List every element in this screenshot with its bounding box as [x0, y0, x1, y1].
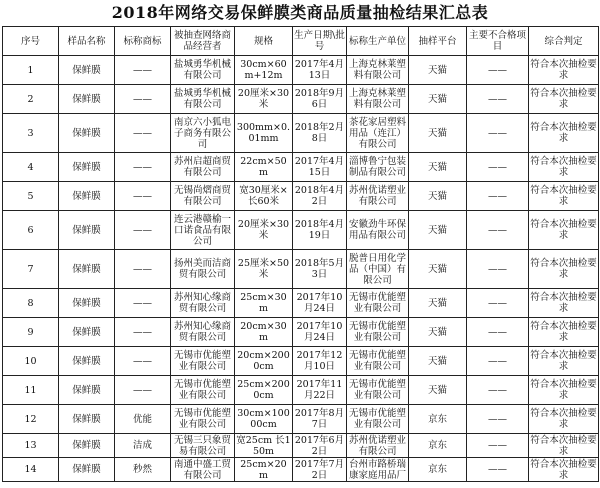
table-row	[3, 434, 599, 458]
cell-production-date: 2017年12月10日	[293, 347, 347, 376]
cell-index: 7	[3, 250, 59, 289]
cell-vendor: 无锡市优能塑业有限公司	[171, 376, 235, 405]
cell-manufacturer: 台州市路桥瑞康家庭用品厂	[347, 458, 409, 482]
table-row	[3, 114, 599, 153]
cell-index: 13	[3, 434, 59, 458]
table-row	[3, 85, 599, 114]
cell-sample-name: 保鲜膜	[59, 318, 115, 347]
cell-vendor: 苏州启超商贸有限公司	[171, 153, 235, 182]
cell-sample-name: 保鲜膜	[59, 289, 115, 318]
cell-index: 8	[3, 289, 59, 318]
cell-platform: 天猫	[409, 85, 467, 114]
header-cell-platform: 抽样平台	[409, 27, 467, 56]
table-row	[3, 376, 599, 405]
cell-spec: 20厘米×30米	[235, 85, 293, 114]
cell-sample-name: 保鲜膜	[59, 182, 115, 211]
cell-vendor: 无锡市优能塑业有限公司	[171, 347, 235, 376]
cell-sample-name: 保鲜膜	[59, 153, 115, 182]
cell-trademark: 优能	[115, 405, 171, 434]
cell-vendor: 苏州知心缘商贸有限公司	[171, 318, 235, 347]
cell-manufacturer: 脱普日用化学品（中国）有限公司	[347, 250, 409, 289]
cell-trademark: ——	[115, 85, 171, 114]
cell-index: 10	[3, 347, 59, 376]
cell-verdict: 符合本次抽检要求	[530, 458, 597, 481]
cell-vendor: 无锡尚熠商贸有限公司	[171, 182, 235, 211]
cell-index: 2	[3, 85, 59, 114]
cell-platform: 天猫	[409, 211, 467, 250]
results-table	[2, 26, 599, 482]
cell-trademark: ——	[115, 114, 171, 153]
cell-trademark: ——	[115, 182, 171, 211]
cell-failed-items: ——	[467, 318, 529, 347]
cell-production-date: 2017年10月24日	[293, 289, 347, 318]
cell-failed-items: ——	[467, 114, 529, 153]
cell-sample-name: 保鲜膜	[59, 434, 115, 458]
cell-spec: 宽25cm 长150m	[236, 434, 291, 457]
cell-trademark: ——	[115, 56, 171, 85]
table-header-row	[3, 27, 599, 56]
table-row	[3, 153, 599, 182]
cell-spec: 300mm×0.01mm	[235, 114, 293, 153]
cell-platform: 京东	[409, 405, 467, 434]
cell-failed-items: ——	[467, 182, 529, 211]
cell-production-date: 2017年10月24日	[293, 318, 347, 347]
cell-trademark: ——	[115, 153, 171, 182]
cell-sample-name: 保鲜膜	[59, 85, 115, 114]
cell-verdict: 符合本次抽检要求	[529, 376, 599, 405]
cell-failed-items: ——	[467, 211, 529, 250]
cell-trademark: 洁成	[115, 434, 171, 458]
cell-failed-items: ——	[467, 289, 529, 318]
cell-verdict: 符合本次抽检要求	[529, 114, 599, 153]
cell-failed-items: ——	[467, 405, 529, 434]
cell-index: 3	[3, 114, 59, 153]
cell-trademark: ——	[115, 250, 171, 289]
header-cell-spec: 规格	[235, 27, 293, 56]
table-row	[3, 289, 599, 318]
cell-production-date: 2017年7月2日	[293, 458, 347, 482]
cell-manufacturer: 茶花家居塑料用品（连江）有限公司	[347, 114, 409, 153]
cell-sample-name: 保鲜膜	[59, 250, 115, 289]
cell-production-date: 2017年8月7日	[293, 405, 347, 434]
cell-failed-items: ——	[467, 458, 529, 482]
cell-sample-name: 保鲜膜	[59, 405, 115, 434]
cell-manufacturer: 安徽劲牛环保用品有限公司	[347, 211, 409, 250]
cell-manufacturer: 无锡市优能塑业有限公司	[347, 405, 409, 434]
cell-manufacturer: 苏州优诺塑业有限公司	[347, 434, 409, 458]
cell-production-date: 2018年5月3日	[293, 250, 347, 289]
cell-verdict: 符合本次抽检要求	[529, 56, 599, 85]
cell-trademark: ——	[115, 347, 171, 376]
cell-index: 14	[3, 458, 59, 482]
cell-manufacturer: 无锡市优能塑业有限公司	[347, 347, 409, 376]
cell-index: 9	[3, 318, 59, 347]
cell-verdict: 符合本次抽检要求	[529, 318, 599, 347]
table-row	[3, 56, 599, 85]
cell-verdict: 符合本次抽检要求	[529, 85, 599, 114]
cell-sample-name: 保鲜膜	[59, 114, 115, 153]
header-cell-index: 序号	[3, 27, 59, 56]
cell-index: 4	[3, 153, 59, 182]
cell-manufacturer: 上海克林莱塑料有限公司	[347, 85, 409, 114]
cell-platform: 天猫	[409, 182, 467, 211]
cell-failed-items: ——	[467, 153, 529, 182]
table-row	[3, 211, 599, 250]
cell-spec: 宽30厘米×长60米	[235, 182, 293, 211]
cell-verdict: 符合本次抽检要求	[529, 250, 599, 289]
cell-production-date: 2017年11月22日	[293, 376, 347, 405]
cell-spec: 20cm×2000cm	[235, 347, 293, 376]
cell-verdict: 符合本次抽检要求	[529, 347, 599, 376]
cell-platform: 天猫	[409, 114, 467, 153]
cell-production-date: 2018年4月19日	[293, 211, 347, 250]
cell-vendor: 扬州美而洁商贸有限公司	[171, 250, 235, 289]
cell-spec: 20cm×30m	[235, 318, 293, 347]
cell-verdict: 符合本次抽检要求	[529, 182, 599, 211]
cell-manufacturer: 苏州优诺塑业有限公司	[347, 182, 409, 211]
cell-sample-name: 保鲜膜	[59, 458, 115, 482]
cell-trademark: 秒然	[115, 458, 171, 482]
cell-vendor: 连云港赣榆一口诺食品有限公司	[171, 211, 235, 250]
cell-spec: 30cm×60m+12m	[235, 56, 293, 85]
cell-manufacturer: 上海克林莱塑料有限公司	[347, 56, 409, 85]
cell-vendor: 南京六小狐电子商务有限公司	[171, 114, 235, 153]
cell-spec: 20厘米×30米	[235, 211, 293, 250]
cell-platform: 京东	[409, 434, 467, 458]
cell-verdict: 符合本次抽检要求	[529, 211, 599, 250]
cell-failed-items: ——	[467, 376, 529, 405]
cell-spec: 25厘米×50米	[235, 250, 293, 289]
document-title: 2018年网络交易保鲜膜类商品质量抽检结果汇总表	[111, 3, 489, 22]
header-cell-production-date: 生产日期\批号	[293, 27, 347, 56]
cell-platform: 天猫	[409, 376, 467, 405]
table-row	[3, 405, 599, 434]
cell-sample-name: 保鲜膜	[59, 56, 115, 85]
cell-trademark: ——	[115, 211, 171, 250]
cell-manufacturer: 无锡市优能塑业有限公司	[347, 376, 409, 405]
cell-verdict: 符合本次抽检要求	[529, 405, 599, 434]
header-cell-failed-items: 主要不合格项目	[467, 27, 529, 56]
cell-index: 11	[3, 376, 59, 405]
table-row	[3, 182, 599, 211]
cell-vendor: 无锡市优能塑业有限公司	[171, 405, 235, 434]
cell-platform: 京东	[409, 458, 467, 482]
table-body	[3, 56, 599, 482]
header-cell-sample-name: 样品名称	[59, 27, 115, 56]
cell-vendor: 盐城勇华机械有限公司	[171, 56, 235, 85]
cell-platform: 天猫	[409, 56, 467, 85]
cell-production-date: 2017年6月2日	[293, 434, 347, 458]
cell-failed-items: ——	[467, 434, 529, 458]
table-row	[3, 458, 599, 482]
cell-manufacturer: 无锡市优能塑业有限公司	[347, 318, 409, 347]
cell-trademark: ——	[115, 318, 171, 347]
table-row	[3, 318, 599, 347]
header-cell-manufacturer: 标称生产单位	[347, 27, 409, 56]
cell-verdict: 符合本次抽检要求	[529, 153, 599, 182]
table-row	[3, 347, 599, 376]
cell-production-date: 2018年2月8日	[293, 114, 347, 153]
cell-index: 1	[3, 56, 59, 85]
cell-verdict: 符合本次抽检要求	[530, 434, 597, 457]
header-cell-verdict: 综合判定	[529, 27, 599, 56]
cell-platform: 天猫	[409, 318, 467, 347]
cell-sample-name: 保鲜膜	[59, 376, 115, 405]
cell-production-date: 2018年4月2日	[293, 182, 347, 211]
cell-failed-items: ——	[467, 85, 529, 114]
cell-spec: 25cm×2000cm	[235, 376, 293, 405]
cell-vendor: 苏州知心缘商贸有限公司	[171, 289, 235, 318]
cell-index: 6	[3, 211, 59, 250]
cell-platform: 天猫	[409, 153, 467, 182]
header-cell-vendor: 被抽查网络商品经营者	[171, 27, 235, 56]
cell-production-date: 2018年9月6日	[293, 85, 347, 114]
cell-spec: 30cm×10000cm	[235, 405, 293, 434]
cell-index: 12	[3, 405, 59, 434]
cell-trademark: ——	[115, 289, 171, 318]
cell-failed-items: ——	[467, 250, 529, 289]
cell-verdict: 符合本次抽检要求	[529, 289, 599, 318]
cell-spec: 25cm×30m	[235, 289, 293, 318]
cell-platform: 天猫	[409, 347, 467, 376]
cell-vendor: 盐城勇华机械有限公司	[171, 85, 235, 114]
cell-platform: 天猫	[409, 250, 467, 289]
table-row	[3, 250, 599, 289]
cell-trademark: ——	[115, 376, 171, 405]
cell-spec: 22cm×50m	[235, 153, 293, 182]
cell-platform: 天猫	[409, 289, 467, 318]
cell-sample-name: 保鲜膜	[59, 347, 115, 376]
cell-failed-items: ——	[467, 56, 529, 85]
cell-production-date: 2017年4月15日	[293, 153, 347, 182]
cell-spec: 25cm×20m	[235, 458, 293, 482]
cell-index: 5	[3, 182, 59, 211]
cell-manufacturer: 无锡市优能塑业有限公司	[347, 289, 409, 318]
cell-vendor: 无锡三只象贸易有限公司	[171, 434, 235, 458]
cell-sample-name: 保鲜膜	[59, 211, 115, 250]
cell-production-date: 2017年4月13日	[293, 56, 347, 85]
header-cell-trademark: 标称商标	[115, 27, 171, 56]
cell-vendor: 南通中盛工贸有限公司	[171, 458, 235, 482]
cell-manufacturer: 淄博鲁宁包装制品有限公司	[347, 153, 409, 182]
cell-failed-items: ——	[467, 347, 529, 376]
